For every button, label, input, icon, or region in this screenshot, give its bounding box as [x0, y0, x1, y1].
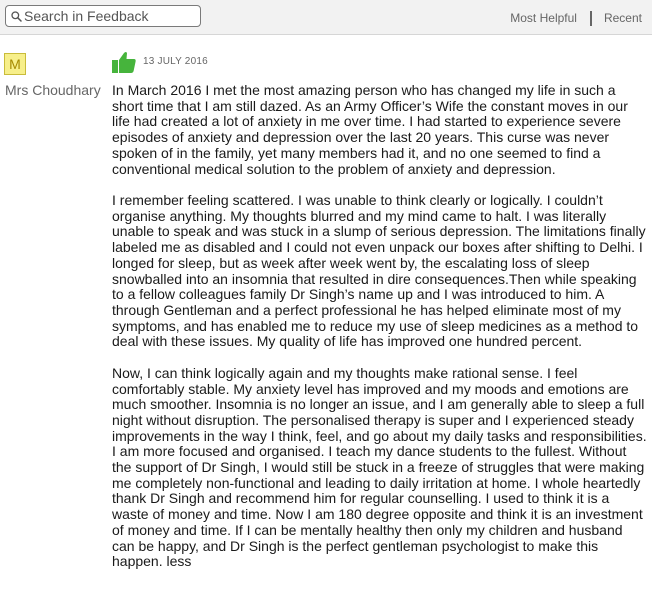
thumbs-up-icon — [112, 51, 136, 73]
review-paragraph: I remember feeling scattered. I was unable to think clearly or logically. I couldn’t organise anything. My thoughts blurred and my mind came to halt. I was literally unable to speak and was stuck in a slump of serious depression. The limitations finally labeled me as disabled and I could not even unpack our boxes after shifting to Delhi. I longed for sleep, but as week after week went by, the escalating loss of sleep snowballed into an insomnia that resulted in dire consequences.Then while speaking to a fellow colleagues family Dr Singh’s name up and I was introduced to him. A through Gentleman and a perfect professional he has helped eliminate most of my symptoms, and has enabled me to reduce my use of sleep medicines as a method to deal with these issues. My quality of life has improved one hundred percent. — [112, 192, 646, 350]
sort-most-helpful[interactable]: Most Helpful — [510, 11, 577, 25]
review-paragraph-text: Now, I can think logically again and my thoughts make rational sense. I feel comfortably stable. My anxiety level has improved and my moods and emotions are much smoother. Insomnia is no longer an issue, and I am generally able to sleep a full night without disruption. The personalised therapy is super and I experienced steady improvements in the way I think, feel, and go about my daily tasks and responsibilities. I am more focused and organised. I teach my dance students to the fullest. Without the support of Dr Singh, I would still be stuck in a freeze of struggles that were making me completely non-functional and leading to daily irritation at home. I whole heartedly thank Dr Singh and recommend him for regular counselling. I used to think it is a waste of money and time. Now I am 180 degree opposite and think it is an investment of money and time. If I can be mentally healthy then only my children and husband can be happy, and Dr Singh is the perfect gentleman psychologist to make this happen. — [112, 364, 647, 570]
search-box[interactable] — [5, 5, 201, 27]
sort-options — [510, 9, 642, 27]
less-link[interactable]: less — [166, 553, 192, 570]
avatar: M — [4, 53, 26, 75]
sort-recent[interactable]: Recent — [603, 11, 642, 25]
review-date: 13 JULY 2016 — [143, 56, 208, 67]
sort-separator — [590, 11, 592, 26]
review-author: Mrs Choudhary — [5, 82, 101, 98]
review-body — [112, 83, 648, 586]
review-paragraph — [112, 366, 648, 570]
search-icon — [11, 11, 22, 22]
search-input[interactable] — [24, 7, 196, 25]
review-paragraph: In March 2016 I met the most amazing person who has changed my life in such a short time that I am still dazed. As an Army Officer’s Wife the constant moves in our life had created a lot of anxiety in me over time. I had started to experience severe episodes of anxiety and depression over the last 20 years. This curse was never spoken of in the family, yet many members had it, and no one seemed to find a conventional medical solution to the problem of anxiety and depression. — [112, 82, 628, 177]
feedback-toolbar — [0, 0, 652, 35]
